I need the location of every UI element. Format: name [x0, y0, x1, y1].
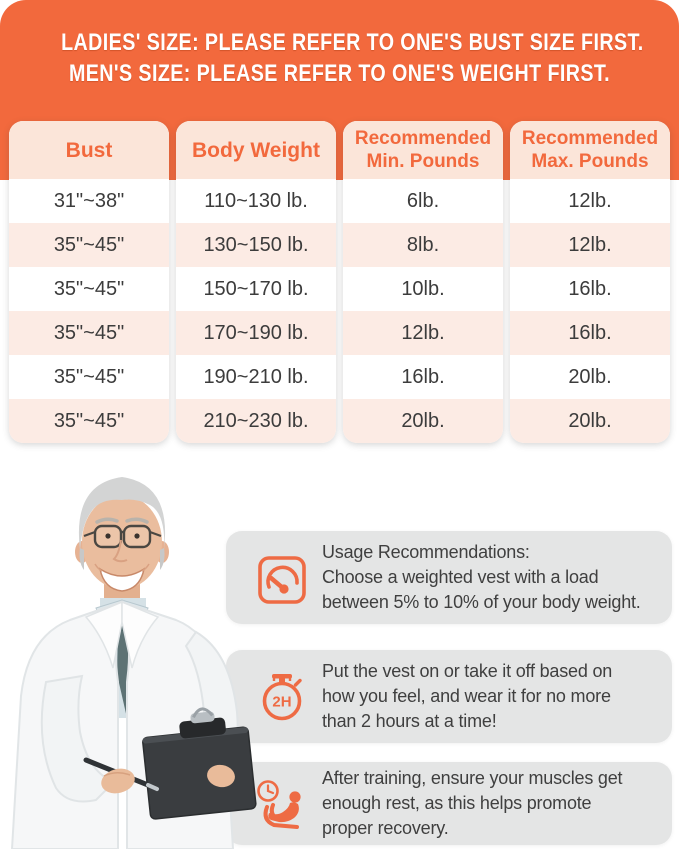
rec-line: Choose a weighted vest with a load: [322, 567, 599, 587]
rec-line: how you feel, and wear it for no more: [322, 686, 611, 706]
banner-line-ladies: LADIES' SIZE: PLEASE REFER TO ONE'S BUST SIZE FIRST.: [61, 29, 644, 56]
rec-line: than 2 hours at a time!: [322, 711, 497, 731]
table-cell: 20lb.: [510, 399, 670, 443]
table-cell: 35"~45": [9, 311, 169, 355]
column-min-pounds: [343, 121, 503, 443]
table-cell: 210~230 lb.: [176, 399, 336, 443]
table-cell: 8lb.: [343, 223, 503, 267]
table-cell: 20lb.: [510, 355, 670, 399]
table-cell: 10lb.: [343, 267, 503, 311]
table-cell: 110~130 lb.: [176, 179, 336, 223]
header-text: Recommended: [521, 128, 659, 149]
table-cell: 35"~45": [9, 399, 169, 443]
column-bust: [9, 121, 169, 443]
header-text: Recommended: [354, 128, 492, 149]
table-cell: 130~150 lb.: [176, 223, 336, 267]
rec-line: proper recovery.: [322, 818, 449, 838]
table-cell: 150~170 lb.: [176, 267, 336, 311]
table-cell: 12lb.: [510, 223, 670, 267]
column-max-pounds: [510, 121, 670, 443]
table-cell: 16lb.: [510, 267, 670, 311]
column-header-max-pounds: [510, 121, 670, 179]
header-text: Bust: [65, 138, 113, 162]
table-cell: 190~210 lb.: [176, 355, 336, 399]
wear-time-recommendation-text: [322, 659, 612, 734]
table-cell: 16lb.: [343, 355, 503, 399]
table-cell: 35"~45": [9, 355, 169, 399]
banner-line-mens: MEN'S SIZE: PLEASE REFER TO ONE'S WEIGHT FIRST.: [68, 60, 611, 87]
column-header-bust: [9, 121, 169, 179]
recovery-recommendation-text: [322, 766, 622, 841]
rec-line: Usage Recommendations:: [322, 542, 530, 562]
size-table: [9, 121, 670, 443]
rec-line: enough rest, as this helps promote: [322, 793, 592, 813]
table-cell: 31"~38": [9, 179, 169, 223]
column-header-min-pounds: [343, 121, 503, 179]
rec-line: between 5% to 10% of your body weight.: [322, 592, 641, 612]
table-cell: 12lb.: [510, 179, 670, 223]
header-text: Body Weight: [192, 138, 320, 162]
table-cell: 170~190 lb.: [176, 311, 336, 355]
table-cell: 35"~45": [9, 223, 169, 267]
table-cell: 16lb.: [510, 311, 670, 355]
rec-line: After training, ensure your muscles get: [322, 768, 623, 788]
column-header-body-weight: [176, 121, 336, 179]
doctor-photo: [0, 470, 330, 849]
table-cell: 6lb.: [343, 179, 503, 223]
table-cell: 20lb.: [343, 399, 503, 443]
header-text: Max. Pounds: [531, 151, 649, 172]
header-text: Min. Pounds: [366, 151, 480, 172]
rec-line: Put the vest on or take it off based on: [322, 661, 613, 681]
stopwatch-label: 2H: [272, 693, 292, 710]
table-cell: 12lb.: [343, 311, 503, 355]
column-body-weight: [176, 121, 336, 443]
banner-heading: [61, 27, 644, 89]
table-cell: 35"~45": [9, 267, 169, 311]
usage-recommendation-text: [322, 540, 641, 615]
